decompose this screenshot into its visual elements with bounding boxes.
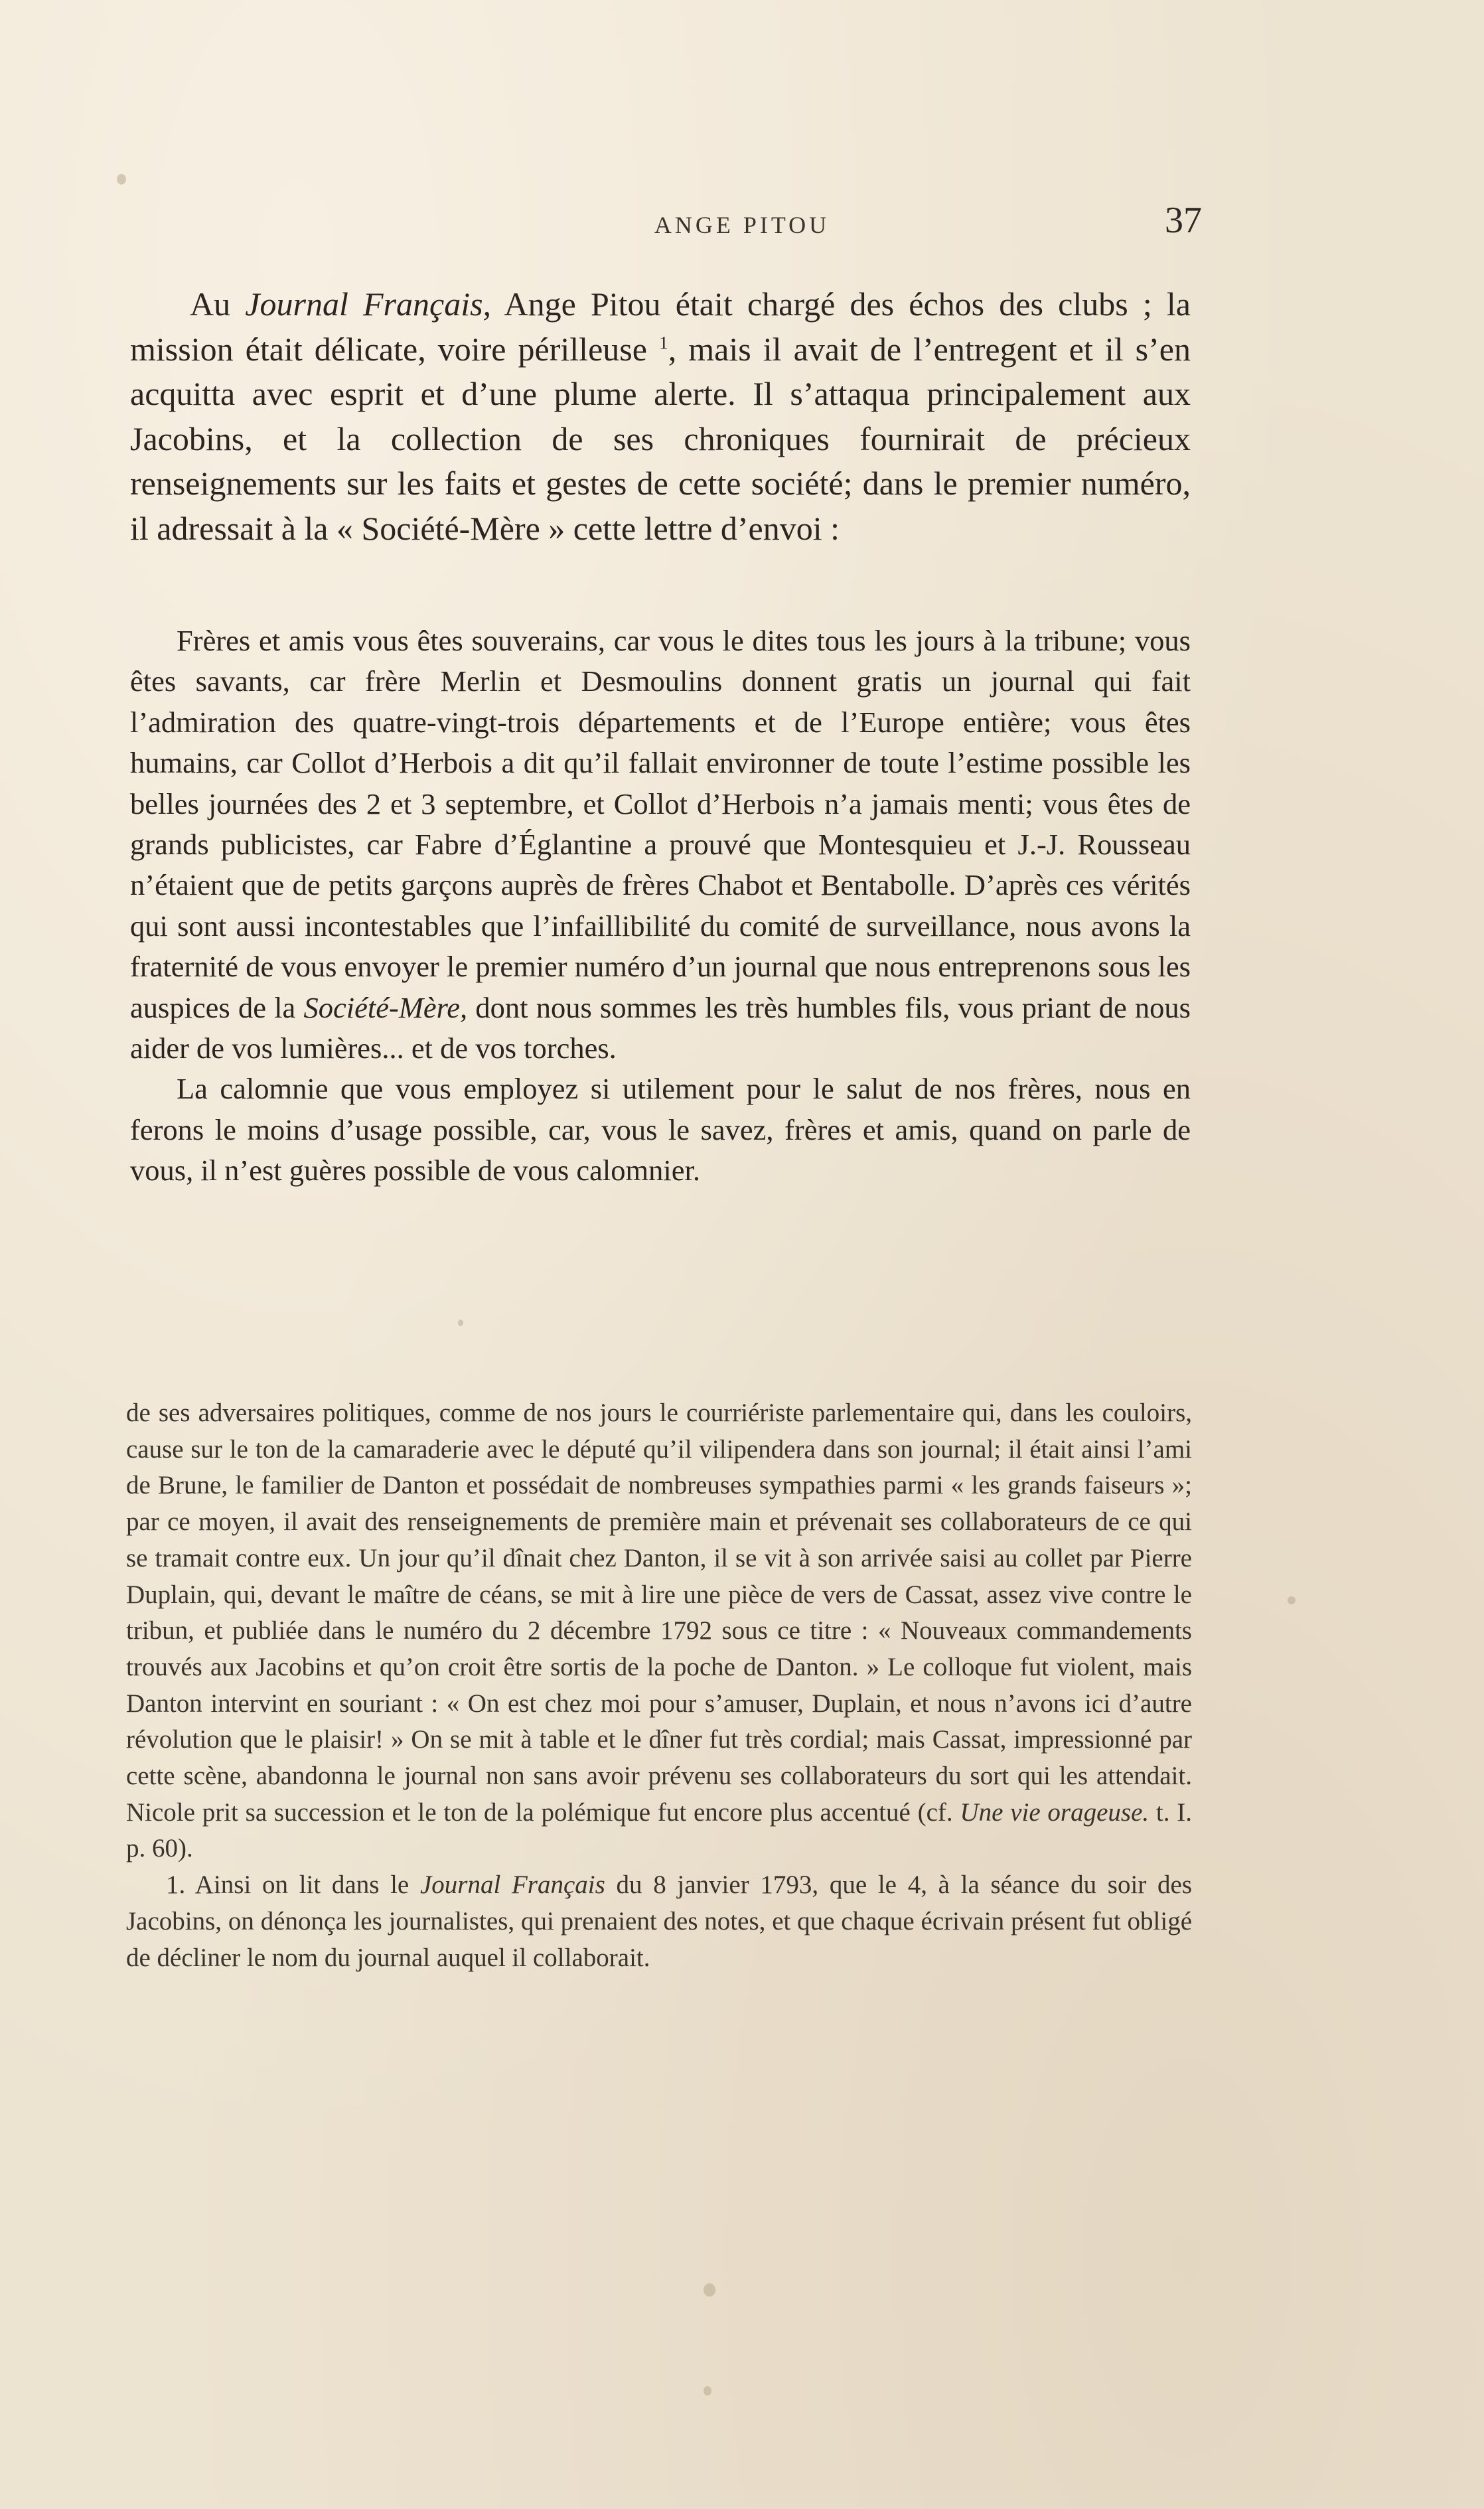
society-name: Société-Mère,	[303, 990, 468, 1024]
journal-title: Journal Français	[419, 1870, 605, 1900]
quoted-letter	[130, 621, 1191, 1191]
paper-speck	[1288, 1596, 1296, 1604]
paper-speck	[458, 1320, 463, 1326]
footnote-ref: 1	[658, 331, 668, 352]
letter-paragraph: Frères et amis vous êtes souverains, car vous le dites tous les jours à la tribune; vous êtes savants, car frère Merlin et Desmoulins donnent gratis un journal qui fait l’admiration des quatre-vingt-trois départements et de l’Europe entière; vous êtes humains, car Collot d’Herbois a dit qu’il fallait environner de toute l’estime possible les belles journées des 2 et 3 septembre, et Collot d’Herbois n’a jamais menti; vous êtes de grands publicistes, car Fabre d’Églantine a prouvé que Montesquieu et J.-J. Rousseau n’étaient que de petits garçons auprès de frères Chabot et Bentabolle. D’après ces vérités qui sont aussi incontestables que l’infaillibilité du comité de surveillance, nous avons la fraternité de vous envoyer le premier numéro d’un journal que nous entreprenons sous les auspices de la Société-Mère, dont nous sommes les très humbles fils, vous priant de nous aider de vos lumières... et de vos torches.	[130, 624, 1191, 1065]
footnote-number: 1.	[166, 1870, 186, 1900]
paper-speck	[704, 2283, 715, 2297]
running-title: ANGE PITOU	[654, 212, 830, 238]
page-number: 37	[1165, 200, 1202, 241]
body-paragraph: Au Journal Français, Ange Pitou était chargé des échos des clubs ; la mission était délicate, voire périlleuse $^1$, mais il avait de l’entregent et il s’en acquitta avec esprit et d’une plume alerte. Il s’attaqua principalement aux Jacobins, et la collection de ses chroniques fournirait de précieux renseignements sur les faits et gestes de cette société; dans le premier numéro, il adressait à la « Société-Mère » cette lettre d’envoi :	[130, 285, 1191, 547]
paper-speck	[704, 2386, 711, 2395]
letter-paragraph: La calomnie que vous employez si utilement pour le salut de nos frères, nous en ferons le moins d’usage possible, car, vous le savez, frères et amis, quand on parle de vous, il n’est guères possible de vous calomnier.	[130, 1072, 1191, 1187]
footnote-1: 1. Ainsi on lit dans le Journal Français du 8 janvier 1793, que le 4, à la séance du soir des Jacobins, on dénonça les journalistes, qui prenaient des notes, et que chaque écrivain présent fut obligé de décliner le nom du journal auquel il collaborait.	[126, 1870, 1192, 1972]
book-title: Une vie orageuse.	[960, 1797, 1150, 1827]
paper-speck	[117, 174, 126, 185]
main-text	[130, 282, 1191, 551]
footnote-continuation: de ses adversaires politiques, comme de nos jours le courriériste parlementaire qui, dans les couloirs, cause sur le ton de la camaraderie avec le député qu’il vilipendera dans son journal; il était ainsi l’ami de Brune, le familier de Danton et possédait de nombreuses sympathies parmi « les grands faiseurs »; par ce moyen, il avait des renseignements de première main et prévenait ses collaborateurs de ce qui se tramait contre eux. Un jour qu’il dînait chez Danton, il se vit à son arrivée saisi au collet par Pierre Duplain, qui, devant le maître de céans, se mit à lire une pièce de vers de Cassat, assez vive contre le tribun, et publiée dans le numéro du 2 décembre 1792 sous ce titre : « Nouveaux commandements trouvés aux Jacobins et qu’on croit être sortis de la poche de Danton. » Le colloque fut violent, mais Danton intervint en souriant : « On est chez moi pour s’amuser, Duplain, et nous n’avons ici d’autre révolution que le plaisir! » On se mit à table et le dîner fut très cordial; mais Cassat, impressionné par cette scène, abandonna le journal non sans avoir prévenu ses collaborateurs du sort qui les attendait. Nicole prit sa succession et le ton de la polémique fut encore plus accentué (cf. Une vie orageuse. t. I. p. 60).	[126, 1399, 1193, 1863]
journal-title: Journal Français,	[245, 285, 492, 323]
footnotes	[126, 1395, 1192, 1976]
